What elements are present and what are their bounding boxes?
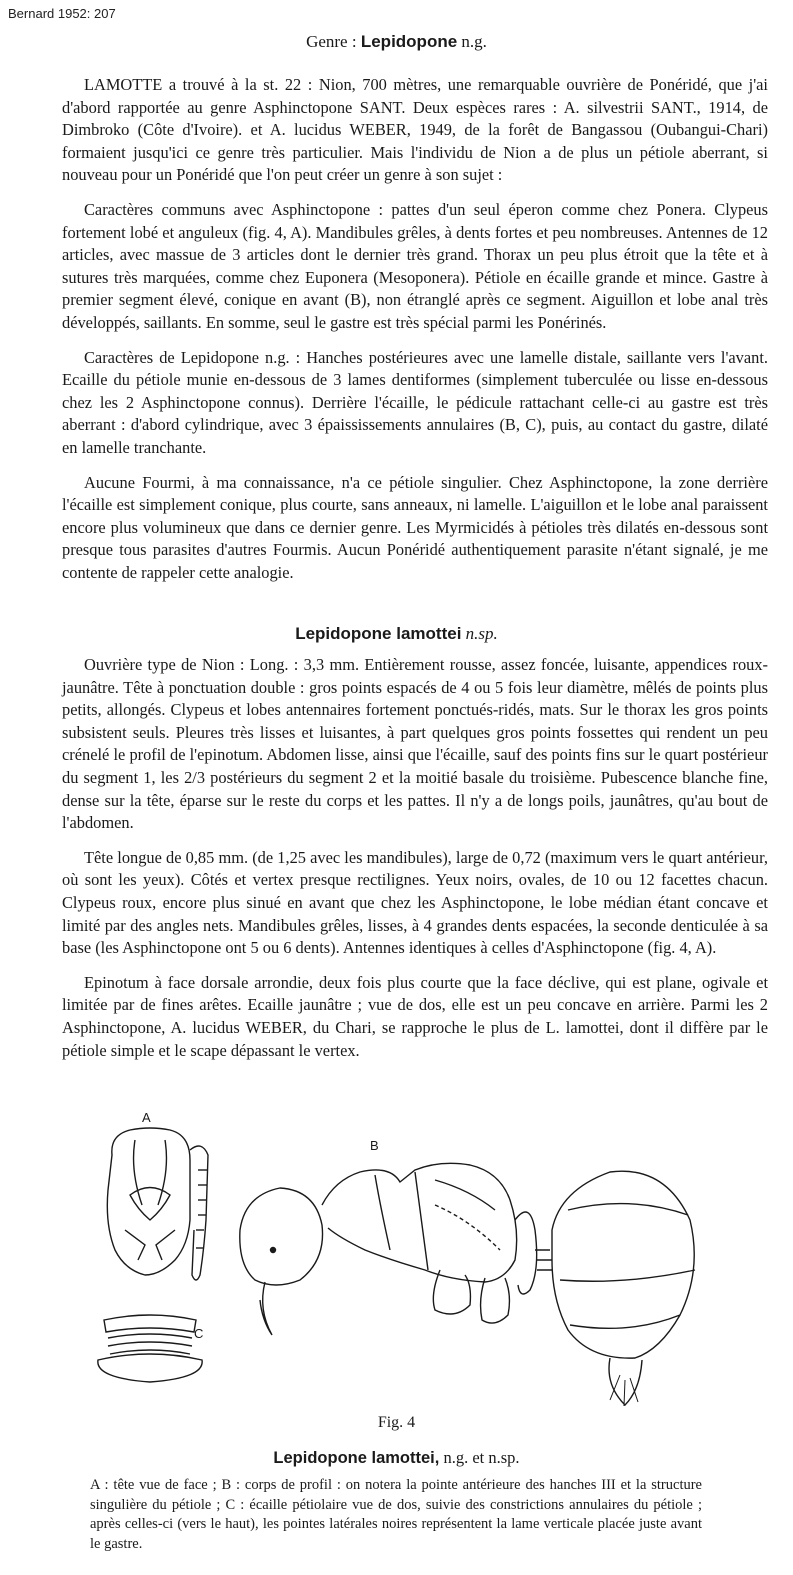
genre-heading-prefix: Genre : <box>306 32 361 51</box>
species-heading-name: Lepidopone lamottei <box>295 624 462 643</box>
figure-label-c: C <box>194 1326 204 1341</box>
citation: Bernard 1952: 207 <box>8 6 116 21</box>
ant-illustration <box>90 1110 730 1410</box>
body-profile-drawing <box>240 1163 695 1406</box>
head-front-view-drawing <box>107 1128 208 1280</box>
species-section <box>62 654 768 1074</box>
genre-heading-suffix: n.g. <box>457 32 487 51</box>
figure-title-suffix: n.g. et n.sp. <box>439 1448 520 1467</box>
figure-caption: A : tête vue de face ; B : corps de profil : on notera la pointe antérieure des hanches III et la structure singulière du pétiole ; C : écaille pétiolaire vue de dos, suivie des constrictions annulaires du pétiole ; après celles-ci (vers le haut), les pointes latérales noires représentent la lame verticale placée juste avant le gastre. <box>90 1477 702 1552</box>
intro-paragraph-4: Aucune Fourmi, à ma connaissance, n'a ce pétiole singulier. Chez Asphinctopone, la zone derrière l'écaille est simplement conique, plus courte, sans anneaux, ni lamelle. L'aiguillon et le lobe anal paraissent encore plus volumineux que dans ce dernier genre. Les Myrmicidés à pétioles très dilatés en-dessous sont presque tous parasites d'autres Fourmis. Aucun Ponéridé authentiquement parasite n'étant signalé, je me contente de rappeler cette analogie. <box>62 472 768 582</box>
genre-heading-name: Lepidopone <box>360 32 458 51</box>
species-paragraph-3: Epinotum à face dorsale arrondie, deux fois plus courte que la face déclive, qui est plane, ogivale et limitée par de fines arêtes. Ecaille jaunâtre ; vue de dos, elle est un peu concave en arrière. Parmi les 2 Asphinctopone, A. lucidus WEBER, du Chari, se rapproche le plus de L. lamottei, dont il diffère par le pétiole simple et le scape dépassant le vertex. <box>62 972 768 1060</box>
species-paragraph-1: Ouvrière type de Nion : Long. : 3,3 mm. Entièrement rousse, assez foncée, luisante, appendices roux-jaunâtre. Tête à ponctuation double : gros points espacés de 4 ou 5 fois leur diamètre, mêlés de points plus petits, allongés. Clypeus et lobes antennaires fortement ponctués-ridés, mats. Sur le thorax les gros points subsistent seuls. Pleures très lisses et luisantes, à part quelques gros points fossettes qui rendent un peu crénelé le profil de l'epinotum. Abdomen lisse, ainsi que l'écaille, sauf des points fins sur le quart postérieur du segment 1, les 2/3 postérieurs du segment 2 et la moitié basale du troisième. Pubescence blanche fine, dense sur la tête, éparse sur le reste du corps et les pattes. Il n'y a de longs poils, jaunâtres, qu'au bout de l'abdomen. <box>62 655 768 833</box>
species-heading-suffix: n.sp. <box>461 624 498 643</box>
species-heading <box>0 624 793 644</box>
figure-title-name: Lepidopone lamottei, <box>273 1449 440 1467</box>
intro-paragraph-2: Caractères communs avec Asphinctopone : pattes d'un seul éperon comme chez Ponera. Clypeus fortement lobé et anguleux (fig. 4, A). Mandibules grêles, à dents fortes et peu nombreuses. Antennes de 12 articles, avec massue de 3 articles dont le dernier très grand. Thorax un peu plus étroit que la tête et à sutures très marquées, comme chez Euponera (Mesoponera). Pétiole en écaille grande et mince. Gastre à premier segment élevé, conique en avant (B), non étranglé après ce segment. Aiguillon et lobe anal très développés, saillants. En somme, seul le gastre est très spécial parmi les Ponérinés. <box>62 199 768 332</box>
figure-label-a: A <box>142 1110 151 1125</box>
figure-title <box>0 1448 793 1468</box>
genre-heading <box>0 32 793 52</box>
intro-paragraph-3: Caractères de Lepidopone n.g. : Hanches postérieures avec une lamelle distale, saillante vers l'avant. Ecaille du pétiole munie en-dessous de 3 lames dentiformes (simplement tuberculée ou lisse en-dessous chez les 2 Asphinctopone connus). Derrière l'écaille, le pédicule rattachant celle-ci au gastre est très aberrant : d'abord cylindrique, avec 3 épaississements annulaires (B, C), puis, au contact du gastre, dilaté en lamelle tranchante. <box>62 347 768 457</box>
intro-section <box>62 74 768 596</box>
species-paragraph-2: Tête longue de 0,85 mm. (de 1,25 avec les mandibules), large de 0,72 (maximum vers le quart antérieur, où sont les yeux). Côtés et vertex presque rectilignes. Yeux noirs, ovales, de 10 ou 12 facettes chacun. Clypeus roux, encore plus sinué en avant que chez les Asphinctopone, le lobe médian étant concave et limité par des angles nets. Mandibules grêles, lisses, à 4 grandes dents espacées, la seconde denticulée à sa base (les Asphinctopone ont 5 ou 6 dents). Antennes identiques à celles d'Asphinctopone (fig. 4, A). <box>62 847 768 958</box>
figure-4 <box>90 1110 730 1440</box>
intro-paragraph-1: LAMOTTE a trouvé à la st. 22 : Nion, 700 mètres, une remarquable ouvrière de Ponéridé, que j'ai d'abord rapportée au genre Asphinctopone SANT. Deux espèces rares : A. silvestrii SANT., 1914, de Dimbroko (Côte d'Ivoire). et A. lucidus WEBER, 1949, de la forêt de Bangassou (Oubangui-Chari) formaient jusqu'ici ce genre très particulier. Mais l'individu de Nion a de plus un pétiole aberrant, si nouveau pour un Ponéridé que l'on peut créer un genre à son sujet : <box>62 75 768 185</box>
petiole-dorsal-drawing <box>98 1315 202 1382</box>
figure-number: Fig. 4 <box>377 1414 416 1431</box>
figure-label-b: B <box>370 1138 379 1153</box>
